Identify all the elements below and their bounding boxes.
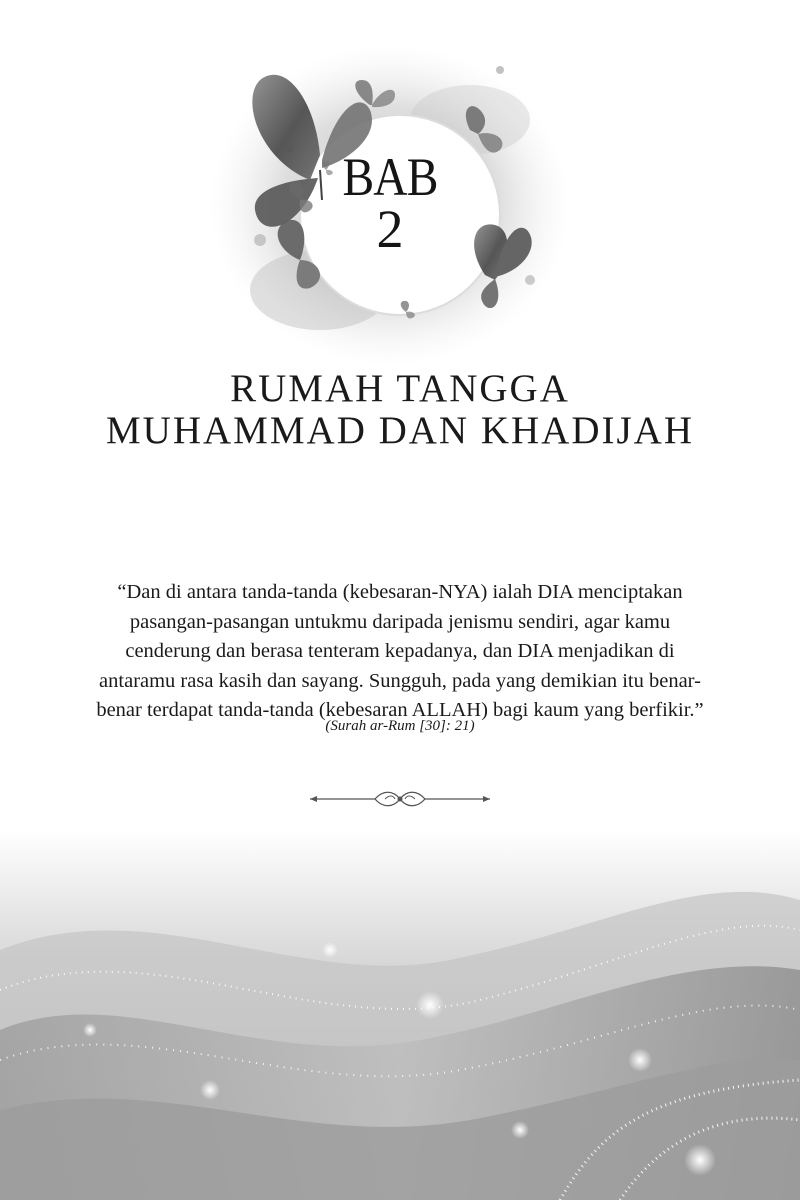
quote-line: antaramu rasa kasih dan sayang. Sungguh, pada yang demikian itu benar- <box>99 669 701 692</box>
chapter-title-line-1: RUMAH TANGGA <box>230 367 570 410</box>
epigraph-quote <box>70 578 730 726</box>
flourish-divider-icon <box>305 786 495 812</box>
chapter-title <box>0 368 800 452</box>
quote-line: benar terdapat tanda-tanda (kebesaran ALLAH) bagi kaum yang berfikir.” <box>96 699 704 721</box>
epigraph-citation: (Surah ar-Rum [30]: 21) <box>325 718 475 734</box>
chapter-number: 2 <box>376 199 404 259</box>
quote-line: pasangan-pasangan untukmu daripada jenismu sendiri, agar kamu <box>129 610 671 633</box>
quote-line: “Dan di antara tanda-tanda (kebesaran-NYA) ialah DIA menciptakan <box>117 581 683 603</box>
chapter-title-line-2: MUHAMMAD DAN KHADIJAH <box>106 409 694 452</box>
background-wave-decoration <box>0 830 800 1200</box>
chapter-emblem <box>200 30 580 370</box>
chapter-label: BAB <box>342 147 438 207</box>
quote-line: cenderung dan berasa tenteram kepadanya, dan DIA menjadikan di <box>125 640 675 662</box>
